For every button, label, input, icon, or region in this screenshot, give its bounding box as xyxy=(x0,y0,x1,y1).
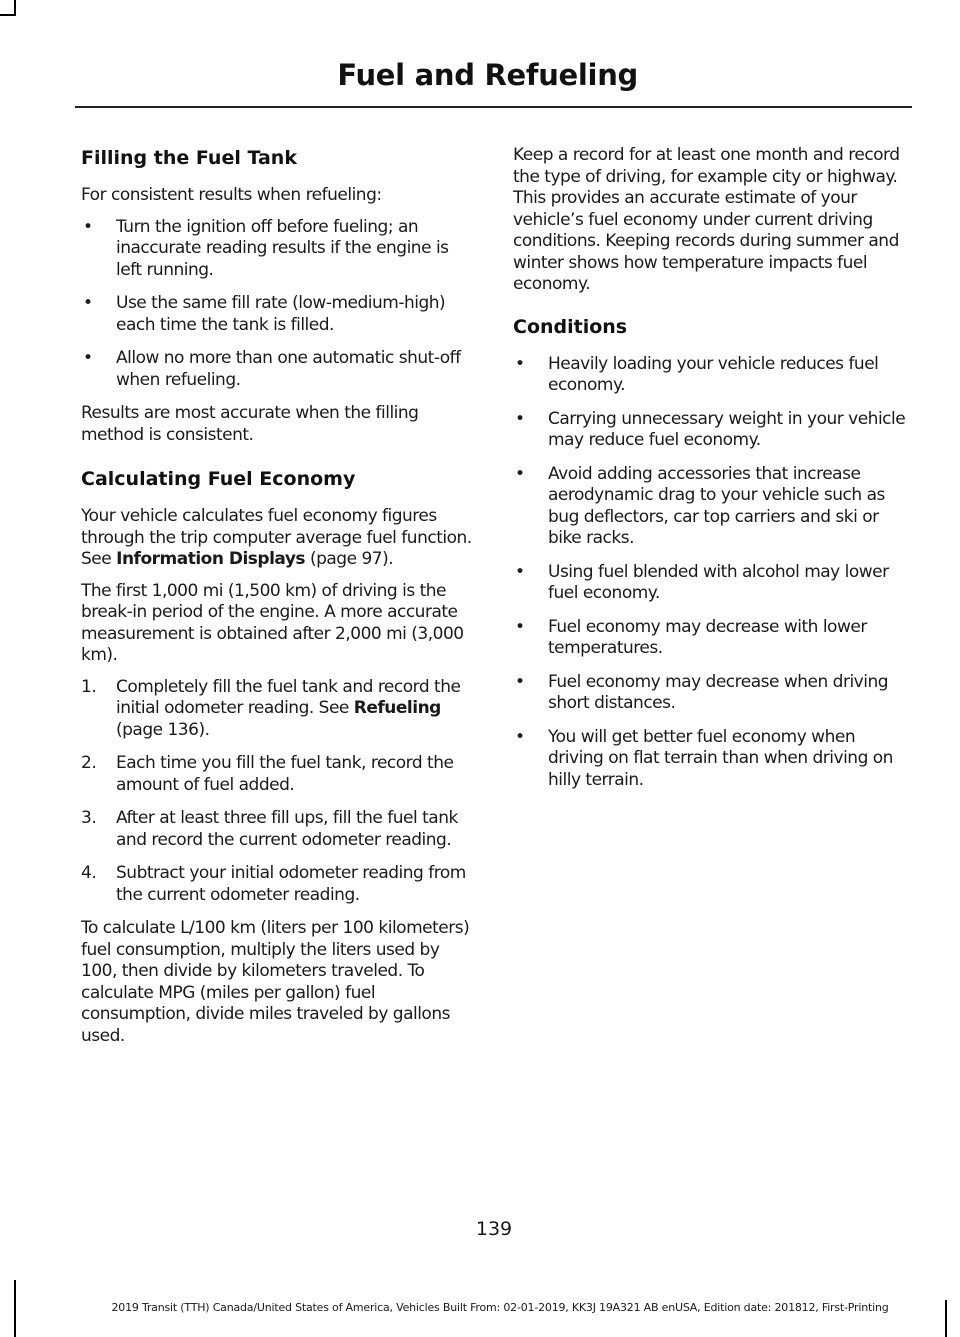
calc-paragraph-1: Your vehicle calculates fuel economy figures through the trip computer average fuel function. See Information Displays (page 97). xyxy=(81,506,472,569)
page-number: 139 xyxy=(475,1218,513,1240)
list-item: • You will get better fuel economy when driving on flat terrain than when driving on hilly terrain. xyxy=(515,726,893,790)
list-item: 3. After at least three fill ups, fill the fuel tank and record the current odometer reading. xyxy=(81,808,458,850)
list-item: 4. Subtract your initial odometer reading from the current odometer reading. xyxy=(81,863,466,905)
bullet-icon: • xyxy=(515,408,525,429)
steps-list xyxy=(81,677,477,907)
bullet-icon: • xyxy=(515,726,525,747)
calc-paragraph-3: To calculate L/100 km (liters per 100 kilometers) fuel consumption, multiply the liters used by 100, then divide by kilometers traveled. To calculate MPG (miles per gallon) fuel consumption, divide miles traveled by gallons used. xyxy=(81,918,470,1046)
list-item: • Fuel economy may decrease when driving short distances. xyxy=(515,671,889,713)
bullet-icon: • xyxy=(83,293,93,313)
page-header-title: Fuel and Refueling xyxy=(337,58,638,92)
record-paragraph: Keep a record for at least one month and record the type of driving, for example city or highway. This provides an accurate estimate of your vehicle’s fuel economy under current driving conditions. Keeping records during summer and winter shows how temperature impacts fuel economy. xyxy=(513,145,900,294)
section-heading-filling: Filling the Fuel Tank xyxy=(81,147,297,169)
list-item: • Avoid adding accessories that increase aerodynamic drag to your vehicle such as bug deflectors, car top carriers and ski or bike racks. xyxy=(515,463,885,548)
filling-bullet-list xyxy=(81,217,477,392)
step-number: 3. xyxy=(81,808,97,828)
list-item: • Using fuel blended with alcohol may lower fuel economy. xyxy=(515,561,889,603)
header-divider xyxy=(75,106,912,108)
information-displays-link[interactable]: Information Displays xyxy=(116,549,306,569)
list-item: • Use the same fill rate (low-medium-high) each time the tank is filled. xyxy=(83,293,446,335)
filling-outro: Results are most accurate when the filling method is consistent. xyxy=(81,403,419,445)
section-heading-conditions: Conditions xyxy=(513,315,628,338)
step-number: 2. xyxy=(81,753,97,773)
bullet-icon: • xyxy=(83,348,93,368)
bullet-icon: • xyxy=(515,463,525,484)
calc-paragraph-2: The first 1,000 mi (1,500 km) of driving is the break-in period of the engine. A more accurate measurement is obtained after 2,000 mi (3,000 km). xyxy=(81,580,464,665)
bullet-icon: • xyxy=(515,561,525,582)
bullet-icon: • xyxy=(83,216,93,237)
crop-mark xyxy=(0,14,16,16)
filling-intro: For consistent results when refueling: xyxy=(81,185,382,205)
bullet-icon: • xyxy=(515,616,525,637)
step-number: 4. xyxy=(81,863,97,883)
refueling-link[interactable]: Refueling xyxy=(353,698,441,718)
section-heading-calculating: Calculating Fuel Economy xyxy=(81,468,356,490)
bullet-icon: • xyxy=(515,353,525,374)
list-item: 1. Completely fill the fuel tank and record the initial odometer reading. See Refueling (page 136). xyxy=(81,676,461,740)
list-item: • Carrying unnecessary weight in your vehicle may reduce fuel economy. xyxy=(515,408,906,450)
conditions-bullet-list xyxy=(513,354,910,792)
left-column xyxy=(81,145,477,1057)
list-item: • Turn the ignition off before fueling; an inaccurate reading results if the engine is left running. xyxy=(83,216,449,280)
step-number: 1. xyxy=(81,676,97,697)
list-item: 2. Each time you fill the fuel tank, record the amount of fuel added. xyxy=(81,753,454,795)
right-column xyxy=(513,145,910,803)
list-item: • Heavily loading your vehicle reduces fuel economy. xyxy=(515,353,879,395)
bullet-icon: • xyxy=(515,671,525,692)
list-item: • Allow no more than one automatic shut-off when refueling. xyxy=(83,348,461,390)
list-item: • Fuel economy may decrease with lower temperatures. xyxy=(515,616,867,658)
footer-edition-info: 2019 Transit (TTH) Canada/United States of America, Vehicles Built From: 02-01-2019, KK3J 19A321 AB enUSA, Edition date: 201812, First-Printing xyxy=(111,1301,889,1314)
